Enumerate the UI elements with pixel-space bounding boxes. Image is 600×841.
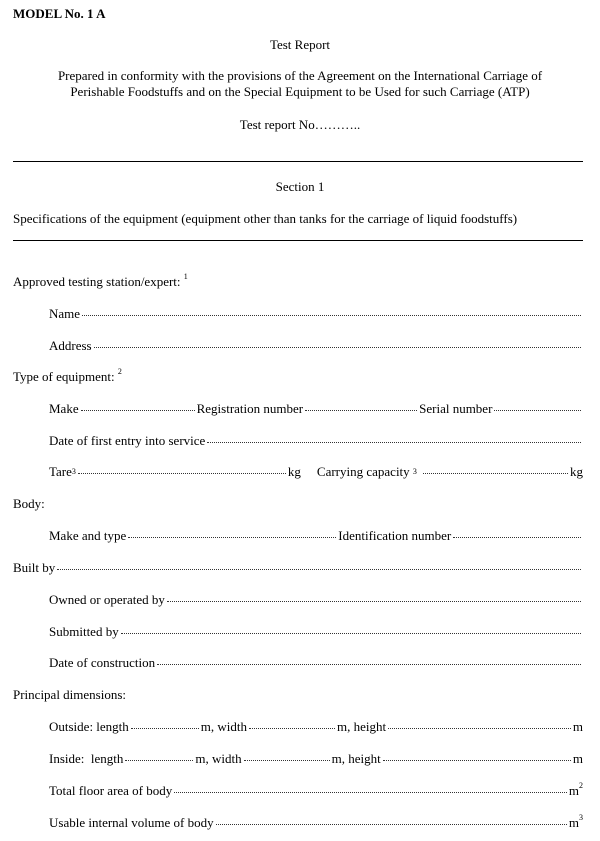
serial-fill[interactable] xyxy=(494,410,581,411)
registration-fill[interactable] xyxy=(305,410,417,411)
name-field[interactable] xyxy=(49,306,583,322)
outside-m: m xyxy=(572,719,583,734)
built-by-label: Built by xyxy=(13,560,56,575)
section-description: Specifications of the equipment (equipment other than tanks for the carriage of liquid foodstuffs) xyxy=(13,211,518,226)
report-number: Test report No……….. xyxy=(239,117,361,132)
bottom-rule xyxy=(13,240,583,241)
volume-unit: $m^3$ xyxy=(568,813,583,830)
volume-fill[interactable] xyxy=(216,824,567,825)
first-entry-label: Date of first entry into service xyxy=(49,433,206,448)
submitted-field[interactable] xyxy=(49,624,583,640)
name-label: Name xyxy=(49,306,81,321)
outside-length-label: Outside: length xyxy=(49,719,129,734)
first-entry-fill[interactable] xyxy=(207,442,581,443)
volume-field[interactable] xyxy=(49,815,583,831)
capacity-label: Carrying capacity xyxy=(316,464,410,479)
outside-width-fill[interactable] xyxy=(249,728,335,729)
construction-label: Date of construction xyxy=(49,655,156,670)
squared-superscript: 2 xyxy=(579,781,583,790)
floor-area-field[interactable] xyxy=(49,783,583,799)
submitted-fill[interactable] xyxy=(121,633,581,634)
capacity-fill[interactable] xyxy=(423,473,568,474)
document-title: Test Report xyxy=(269,37,331,52)
owned-fill[interactable] xyxy=(167,601,581,602)
inside-width-label: m, width xyxy=(195,751,242,766)
dimensions-label: Principal dimensions: xyxy=(13,687,127,702)
construction-fill[interactable] xyxy=(157,664,581,665)
make-type-label: Make and type xyxy=(49,528,127,543)
registration-label: Registration number xyxy=(196,401,304,416)
tare-fill[interactable] xyxy=(78,473,286,474)
serial-label: Serial number xyxy=(419,401,493,416)
volume-label: Usable internal volume of body xyxy=(49,815,214,830)
name-fill[interactable] xyxy=(82,315,581,316)
top-rule xyxy=(13,161,583,162)
outside-dimensions-row xyxy=(49,719,583,735)
address-label: Address xyxy=(49,338,92,353)
footnote-1: 1 xyxy=(183,272,188,281)
equipment-label: Type of equipment: $^2$ xyxy=(13,367,122,384)
inside-width-fill[interactable] xyxy=(244,760,330,761)
model-number: MODEL No. 1 A xyxy=(13,6,106,21)
address-field[interactable] xyxy=(49,338,583,354)
address-fill[interactable] xyxy=(94,347,581,348)
inside-length-label: Inside: length xyxy=(49,751,124,766)
make-label: Make xyxy=(49,401,79,416)
make-type-row xyxy=(49,528,583,544)
intro-line-1: Prepared in conformity with the provisions of the Agreement on the International Carriage of xyxy=(57,68,543,83)
tare-capacity-row xyxy=(49,464,583,480)
make-fill[interactable] xyxy=(81,410,195,411)
floor-area-fill[interactable] xyxy=(174,792,567,793)
capacity-kg: kg xyxy=(570,464,583,479)
outside-height-fill[interactable] xyxy=(388,728,571,729)
first-entry-field[interactable] xyxy=(49,433,583,449)
footnote-3-tare: 3 xyxy=(71,467,76,476)
body-label: Body: xyxy=(13,496,45,511)
floor-area-unit: $m^2$ xyxy=(568,781,583,798)
inside-height-label: m, height xyxy=(331,751,381,766)
cubed-superscript: 3 xyxy=(579,813,583,822)
footnote-2: 2 xyxy=(117,367,122,376)
make-type-fill[interactable] xyxy=(128,537,336,538)
floor-area-label: Total floor area of body xyxy=(49,783,173,798)
built-by-fill[interactable] xyxy=(57,569,581,570)
footnote-3-capacity: 3 xyxy=(412,467,417,476)
make-registration-serial-row xyxy=(49,401,583,417)
ident-label: Identification number xyxy=(338,528,452,543)
station-label: Approved testing station/expert: $^1$ xyxy=(13,272,188,289)
inside-height-fill[interactable] xyxy=(383,760,571,761)
outside-width-label: m, width xyxy=(200,719,248,734)
ident-fill[interactable] xyxy=(453,537,581,538)
owned-field[interactable] xyxy=(49,592,583,608)
tare-label: Tare xyxy=(49,464,72,479)
inside-dimensions-row xyxy=(49,751,583,767)
built-by-field[interactable] xyxy=(13,560,583,576)
inside-length-fill[interactable] xyxy=(125,760,193,761)
construction-field[interactable] xyxy=(49,655,583,671)
tare-kg: kg xyxy=(287,464,301,479)
outside-height-label: m, height xyxy=(337,719,387,734)
outside-length-fill[interactable] xyxy=(131,728,199,729)
inside-m: m xyxy=(572,751,583,766)
owned-label: Owned or operated by xyxy=(49,592,165,607)
section-title: Section 1 xyxy=(275,179,325,194)
submitted-label: Submitted by xyxy=(49,624,119,639)
intro-line-2: Perishable Foodstuffs and on the Special Equipment to be Used for such Carriage (ATP) xyxy=(70,84,530,99)
